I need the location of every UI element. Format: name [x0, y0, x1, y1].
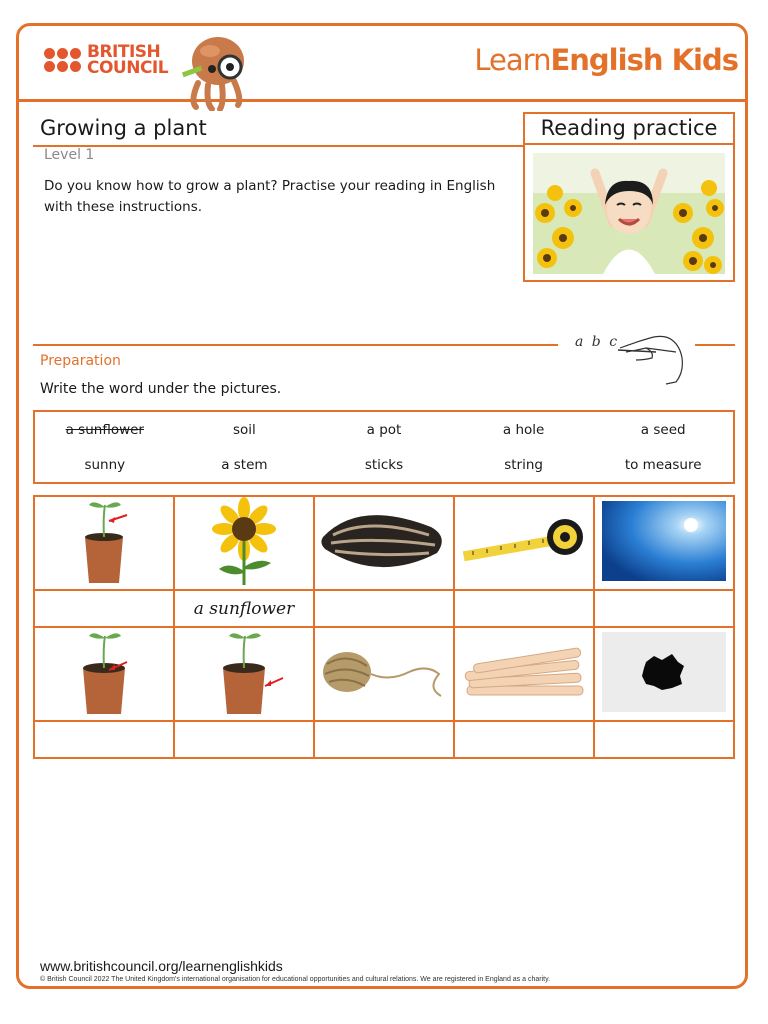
section-label: Reading practice [523, 112, 735, 145]
bc-line-2: COUNCIL [87, 58, 169, 78]
seedling-pot-stem-icon [59, 497, 149, 585]
word-bank-item: a stem [221, 456, 268, 473]
bc-line-1: BRITISH [87, 42, 161, 62]
word-bank-item: to measure [624, 456, 702, 473]
picture-cell [594, 627, 734, 721]
seedling-pot-icon [199, 628, 289, 716]
word-bank-item: sticks [364, 456, 404, 473]
preparation-rule-end [695, 344, 735, 346]
wooden-sticks-icon [459, 628, 589, 716]
answer-cell[interactable] [174, 721, 314, 758]
picture-cell [314, 627, 454, 721]
answer-row-1 [34, 590, 734, 627]
word-bank-item: a seed [640, 421, 686, 438]
seedling-pot-soil-icon [59, 628, 149, 716]
picture-cell [174, 627, 314, 721]
word-bank-item: a pot [366, 421, 402, 438]
preparation-rule [33, 344, 558, 346]
tape-measure-icon [459, 497, 589, 585]
picture-row-2 [34, 627, 734, 721]
word-bank-item: a hole [502, 421, 545, 438]
sunny-sky-icon [602, 501, 726, 581]
answer-row-2 [34, 721, 734, 758]
level-label: Level 1 [44, 147, 95, 163]
page-title: Growing a plant [40, 116, 207, 140]
sunflower-icon [199, 497, 289, 585]
header-rule [18, 99, 748, 102]
answer-cell[interactable] [314, 721, 454, 758]
british-council-dots-icon [44, 48, 81, 72]
picture-cell [314, 496, 454, 590]
child-sunflower-photo-icon [533, 153, 725, 274]
picture-cell [34, 496, 174, 590]
intro-text: Do you know how to grow a plant? Practise your reading in English with these instructions. [44, 178, 496, 215]
picture-cell [594, 496, 734, 590]
answer-cell[interactable] [454, 721, 594, 758]
title-box [33, 112, 523, 147]
word-bank-item: a sunflower [65, 421, 144, 438]
brand-learn: Learn [474, 43, 551, 77]
preparation-instruction: Write the word under the pictures. [40, 381, 282, 397]
picture-row-1 [34, 496, 734, 590]
picture-cell [34, 627, 174, 721]
string-ball-icon [319, 628, 449, 716]
picture-cell [454, 627, 594, 721]
example-answer: a sunflower [193, 598, 295, 619]
word-bank-item: string [504, 456, 543, 473]
writing-hand-icon [616, 330, 688, 386]
answer-cell[interactable] [594, 590, 734, 627]
word-bank-item: sunny [84, 456, 126, 473]
abc-letters: a b c [575, 334, 620, 350]
word-bank-item: soil [232, 421, 256, 438]
sunflower-seed-icon [319, 497, 449, 585]
picture-cell [174, 496, 314, 590]
hole-icon [602, 632, 726, 712]
word-bank [33, 410, 735, 484]
footer-copyright: © British Council 2022 The United Kingdom's international organisation for educational opportunities and cultural relations. We are registered in England as a charity. [40, 976, 551, 983]
picture-grid [33, 495, 735, 759]
answer-cell[interactable] [594, 721, 734, 758]
answer-cell[interactable] [174, 590, 314, 627]
child-photo [523, 145, 735, 282]
preparation-heading: Preparation [40, 353, 121, 369]
answer-cell[interactable] [34, 590, 174, 627]
picture-cell [454, 496, 594, 590]
learnenglish-kids-logo [474, 43, 738, 77]
footer-url[interactable]: www.britishcouncil.org/learnenglishkids [40, 958, 283, 974]
mascot-icon [180, 33, 252, 111]
brand-english-kids: English Kids [550, 43, 738, 77]
british-council-logo [44, 44, 168, 76]
answer-cell[interactable] [454, 590, 594, 627]
answer-cell[interactable] [314, 590, 454, 627]
answer-cell[interactable] [34, 721, 174, 758]
